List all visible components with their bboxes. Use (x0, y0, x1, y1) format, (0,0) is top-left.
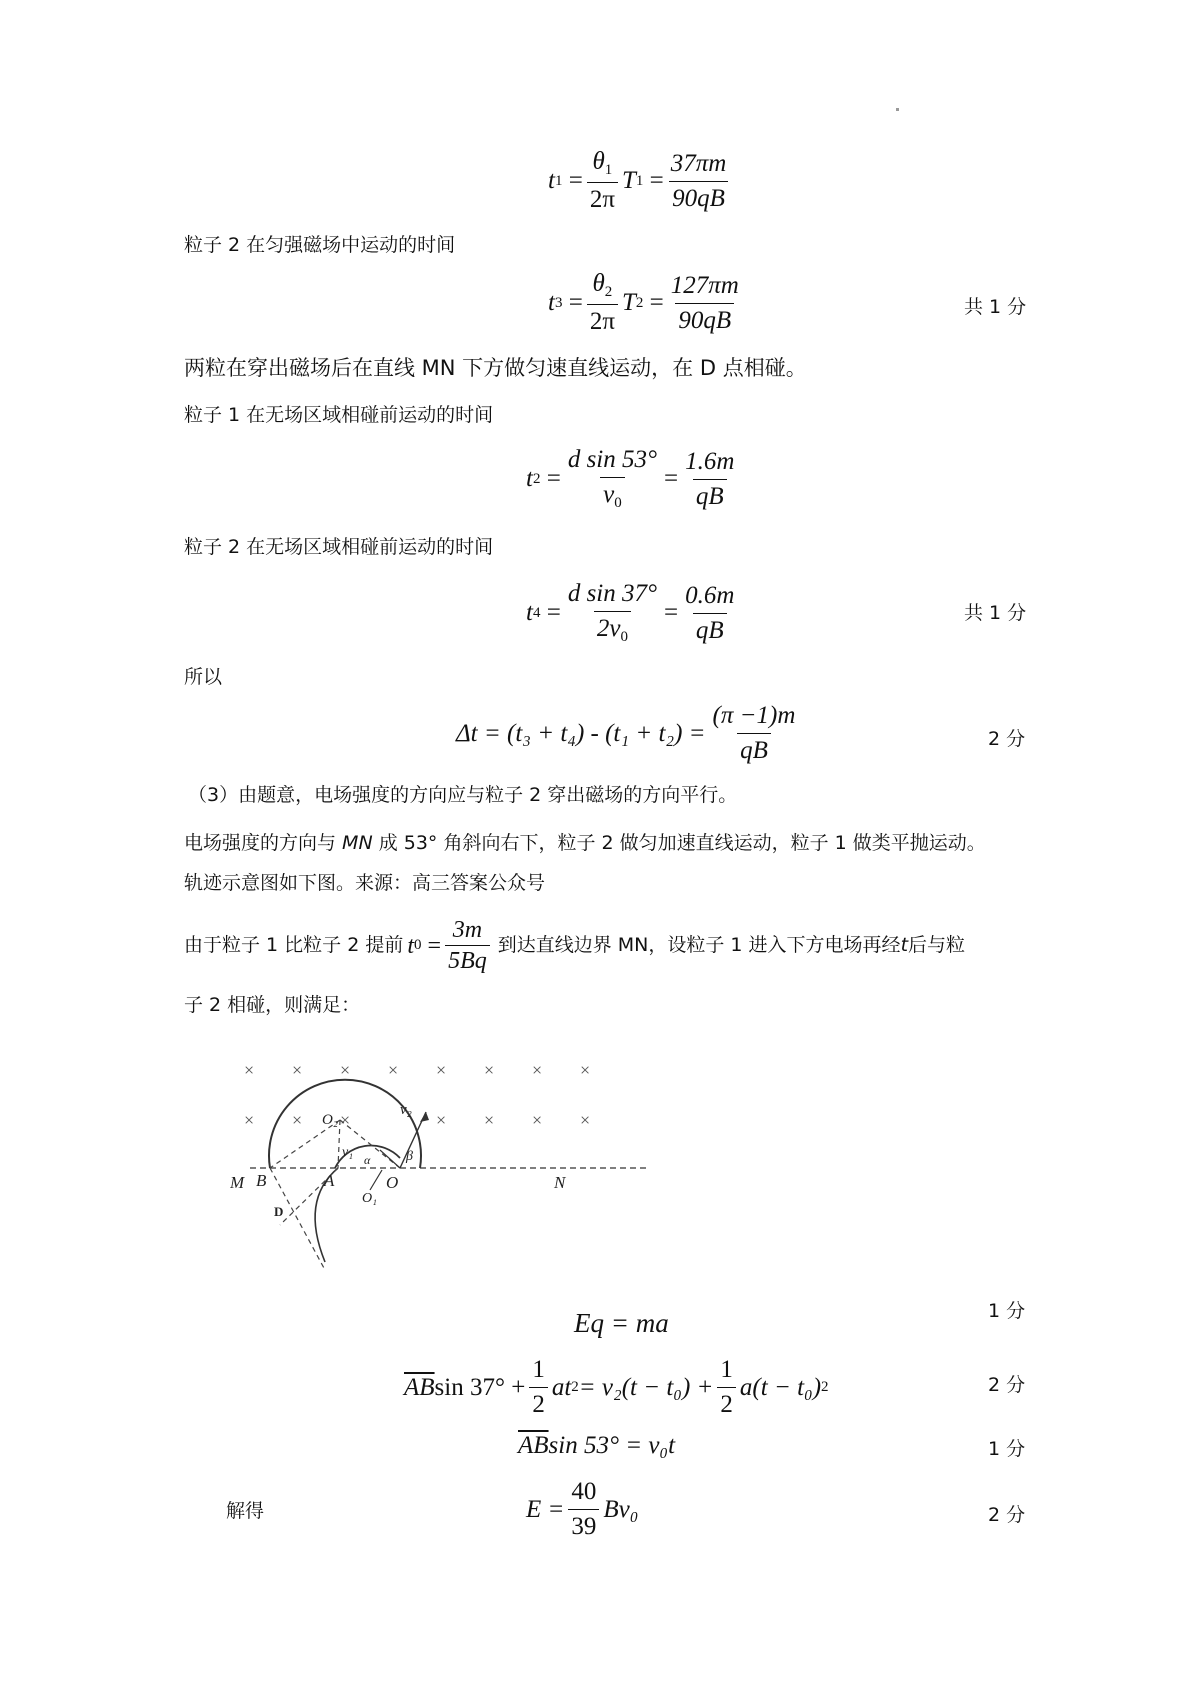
score-label: 共 1 分 (964, 296, 1027, 318)
text-line: 所以 (184, 666, 223, 688)
cross-mark: × (340, 1110, 351, 1130)
trajectory-figure (230, 1040, 650, 1270)
equation-ab-sin53: $\overline{AB}$ sin 53° = v₀t (518, 1432, 676, 1459)
label-d: D (274, 1204, 284, 1219)
equation-eq-ma: Eq = ma (574, 1308, 669, 1338)
equation-t4: t 4 = $\frac{\text{d sin 37°}}{2v_0}$ = $\frac{0.6m}{qB}$ (526, 580, 735, 645)
score-label: 2 分 (988, 728, 1026, 750)
cross-mark: × (484, 1110, 495, 1130)
text-line: 粒子 1 在无场区域相碰前运动的时间 (184, 404, 494, 426)
score-label: 1 分 (988, 1300, 1026, 1322)
v1-arrow (380, 1150, 400, 1168)
label-v1: v₁ (342, 1145, 354, 1160)
cross-mark: × (388, 1060, 399, 1080)
cross-mark: × (532, 1110, 543, 1130)
equation-displacement: $\overline{AB}$ sin 37° + $\frac{1}{2}$ at 2 = v₂(t − t₀) + $\frac{1}{2}$ a(t − t₀) 2 (404, 1356, 829, 1418)
cross-mark: × (580, 1060, 591, 1080)
cross-mark: × (292, 1110, 303, 1130)
v2-arrowhead (420, 1112, 429, 1122)
score-label: 2 分 (988, 1504, 1026, 1526)
label-o1: O₁ (362, 1191, 377, 1206)
label-b: B (256, 1171, 267, 1190)
page-dot (896, 108, 899, 111)
text-line: 子 2 相碰，则满足： (184, 994, 361, 1016)
equation-t3: t 3 = $\frac{\theta_2}{2\pi}$ T 2 = $\frac{127\pi m}{90qB}$ (548, 270, 739, 335)
cross-mark: × (580, 1110, 591, 1130)
o1-arrow (370, 1170, 382, 1190)
cross-mark: × (436, 1060, 447, 1080)
cross-mark: × (340, 1060, 351, 1080)
text-line: （3）由题意，电场强度的方向应与粒子 2 穿出磁场的方向平行。 (188, 784, 738, 806)
text-line: 粒子 2 在匀强磁场中运动的时间 (184, 234, 456, 256)
label-a: A (324, 1171, 335, 1190)
score-label: 共 1 分 (964, 602, 1027, 624)
cross-mark: × (484, 1060, 495, 1080)
label-o: O (386, 1173, 399, 1192)
text-line: 粒子 2 在无场区域相碰前运动的时间 (184, 536, 494, 558)
dashed-line (270, 1168, 325, 1270)
score-label: 1 分 (988, 1438, 1026, 1460)
text-line: 电场强度的方向与 MN 成 53° 角斜向右下，粒子 2 做匀加速直线运动，粒子 1 做类平抛运动。 (184, 832, 986, 854)
cross-mark: × (244, 1110, 255, 1130)
label-n: N (554, 1173, 566, 1192)
label-alpha: α (364, 1153, 371, 1167)
equation-t2: t 2 = $\frac{\text{d sin 53°}}{v_0}$ = $\frac{1.6m}{qB}$ (526, 446, 735, 511)
equation-t0: t 0 = $\frac{3m}{5Bq}$ (407, 918, 493, 973)
text-line: 解得 (226, 1500, 265, 1522)
equation-t1: t 1 = $\frac{\theta_1}{2\pi}$ T 1 = $\frac{37\pi m}{90qB}$ (548, 148, 727, 213)
field-crosses (244, 1060, 590, 1130)
label-beta: β (406, 1149, 413, 1164)
equation-e-result: E = $\frac{40}{39}$ Bv₀ (526, 1478, 639, 1540)
label-o2: O₂ (322, 1112, 339, 1128)
cross-mark: × (436, 1110, 447, 1130)
text-line: 两粒在穿出磁场后在直线 MN 下方做匀速直线运动，在 D 点相碰。 (184, 356, 807, 380)
score-label: 2 分 (988, 1374, 1026, 1396)
label-m: M (230, 1173, 245, 1192)
cross-mark: × (292, 1060, 303, 1080)
text-line: 由于粒子 1 比粒子 2 提前 t 0 = $\frac{3m}{5Bq}$ 到达直线边界 MN，设粒子 1 进入下方电场再经 t 后与粒 (184, 917, 966, 974)
equation-delta-t: Δt = (t₃ + t₄) - (t₁ + t₂) = $\frac{(\pi -1)m}{qB}$ (456, 702, 796, 764)
cross-mark: × (532, 1060, 543, 1080)
text-line: 轨迹示意图如下图。来源：高三答案公众号 (184, 872, 546, 894)
cross-mark: × (244, 1060, 255, 1080)
label-v2: v₂ (400, 1102, 412, 1118)
